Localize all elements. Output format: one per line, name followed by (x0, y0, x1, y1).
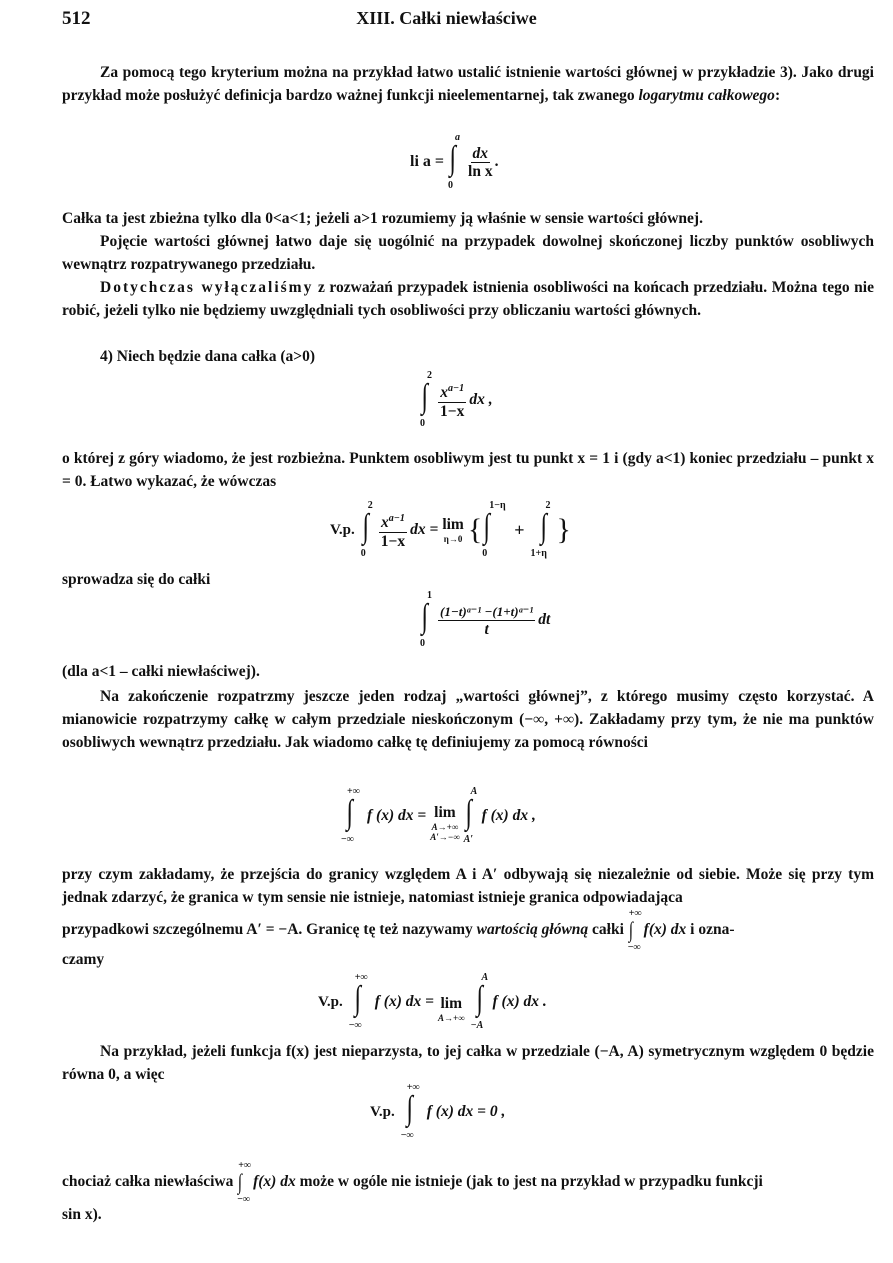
paragraph-limit-independence: przy czym zakładamy, że przejścia do granicy względem A i A′ odbywają się niezależnie od siebie. Może się przy tym jednak zdarzyć, że granica w tym sensie nie istnieje, natomiast istnieje granica odpowiadająca (62, 866, 874, 906)
limit-operator: lim A→+∞ (437, 995, 465, 1023)
integral-sign: ∫ (539, 508, 547, 545)
equation-vp-zero: V.p. ∫ +∞ −∞ f (x) dx = 0 , (370, 1082, 506, 1141)
equation-infinite-limit: ∫ +∞ −∞ f (x) dx = lim A→+∞ A′→−∞ ∫ A A′ f (x) dx , (341, 786, 536, 845)
chapter-title: XIII. Całki niewłaściwe (356, 8, 537, 28)
paragraph-improper-not-exist: chociaż całka niewłaściwa ∫ +∞ −∞ f(x) dx może w ogóle nie istnieje (jak to jest na przykład w przypadku funkcji (62, 1160, 763, 1205)
integral-sign: ∫ (238, 1169, 243, 1194)
equation-vp-limit: V.p. ∫ 2 0 $\frac{x^{a-1}}{1-x}$ dx = lim η→0 { ∫ 1−η 0 + ∫ 2 1+η } (330, 500, 571, 559)
paragraph-odd-function: Na przykład, jeżeli funkcja f(x) jest nieparzysta, to jej całka w przedziale (−A, A) symetrycznym względem 0 będzie równa 0, a więc (62, 1043, 874, 1083)
paragraph-convergence: Całka ta jest zbieżna tylko dla 0<a<1; jeżeli a>1 rozumiemy ją właśnie w sensie wartości głównej. (62, 210, 703, 227)
integral-sign: ∫ (465, 794, 472, 831)
term-logarytm-calkowy: logarytmu całkowego (638, 87, 775, 104)
integral-sign: ∫ (475, 980, 483, 1017)
equation-example-integral: ∫ 2 0 $\frac{x^{a-1}}{1-x}$ dx , (420, 370, 493, 429)
paragraph-generalization: Pojęcie wartości głównej łatwo daje się uogólnić na przypadek dowolnej skończonej liczby punktów osobliwych wewnątrz rozpatrywanego przedziału. (62, 233, 874, 273)
paragraph-reduces: sprowadza się do całki (62, 571, 211, 588)
equation-li: li a = ∫ a 0 $\frac{dx}{\text{ln x}}$ . (410, 132, 499, 191)
term-wartosc-glowna: wartością główną (476, 921, 589, 938)
paragraph-improper-note: (dla a<1 – całki niewłaściwej). (62, 663, 260, 680)
paragraph-principal-value-def: przypadkowi szczególnemu A′ = −A. Granicę tę też nazywamy wartością główną całki ∫ +∞ −∞ f(x) dx i ozna- (62, 908, 735, 953)
paragraph-endpoints: Dotychczas wyłączaliśmy z rozważań przypadek istnienia osobliwości na końcach przedziału. Można tego nie robić, jeżeli tylko nie będziemy uwzględniali tych osobliwości przy obliczaniu wartości głównych. (62, 279, 874, 319)
brace-close: } (556, 513, 571, 546)
equation-vp-infinite: V.p. ∫ +∞ −∞ f (x) dx = lim A→+∞ ∫ A −A f (x) dx . (318, 972, 547, 1031)
integral-sign: ∫ (406, 1090, 413, 1127)
paragraph-infinite-interval: Na zakończenie rozpatrzmy jeszcze jeden rodzaj „wartości głównej”, z którego musimy często korzystać. A mianowicie rozpatrzymy całkę w całym przedziale nieskończonym (−∞, +∞). Zakładamy przy tym, że nie ma punktów osobliwych wewnątrz przedziału. Jak wiadomo całkę tę definiujemy za pomocą równości (62, 688, 874, 751)
limit-operator: lim η→0 (442, 516, 464, 544)
paragraph-divergent: o której z góry wiadomo, że jest rozbieżna. Punktem osobliwym jest tu punkt x = 1 i (gdy a<1) koniec przedziału – punkt x = 0. Łatwo wykazać, że wówczas (62, 450, 874, 490)
paragraph-sin-example: sin x). (62, 1206, 102, 1223)
integral-sign: ∫ (483, 508, 491, 545)
paragraph-intro: Za pomocą tego kryterium można na przykład łatwo ustalić istnienie wartości głównej w przykładzie 3). Jako drugi przykład może posłużyć definicja bardzo ważnej funkcji nieelementarnej, tak zwanego logarytmu całkowego: (62, 64, 874, 104)
integral-sign: ∫ (421, 378, 428, 415)
integral-sign: ∫ (421, 598, 428, 635)
paragraph-denote: czamy (62, 951, 105, 968)
paragraph-example-4: 4) Niech będzie dana całka (a>0) (100, 348, 316, 365)
page-number: 512 (62, 8, 91, 29)
integral-sign: ∫ (354, 980, 361, 1017)
integral-sign: ∫ a 0 (448, 132, 461, 191)
limit-operator: lim A→+∞ A′→−∞ (430, 804, 460, 842)
integral-sign: ∫ (628, 917, 633, 942)
integral-sign: ∫ (362, 508, 369, 545)
brace-open: { (467, 513, 483, 546)
equation-reduced-integral: ∫ 1 0 $\frac{\text{(1−t)ᵃ⁻¹ −(1+t)ᵃ⁻¹}}{t}$ dt (420, 590, 551, 649)
integral-sign: ∫ (346, 794, 353, 831)
